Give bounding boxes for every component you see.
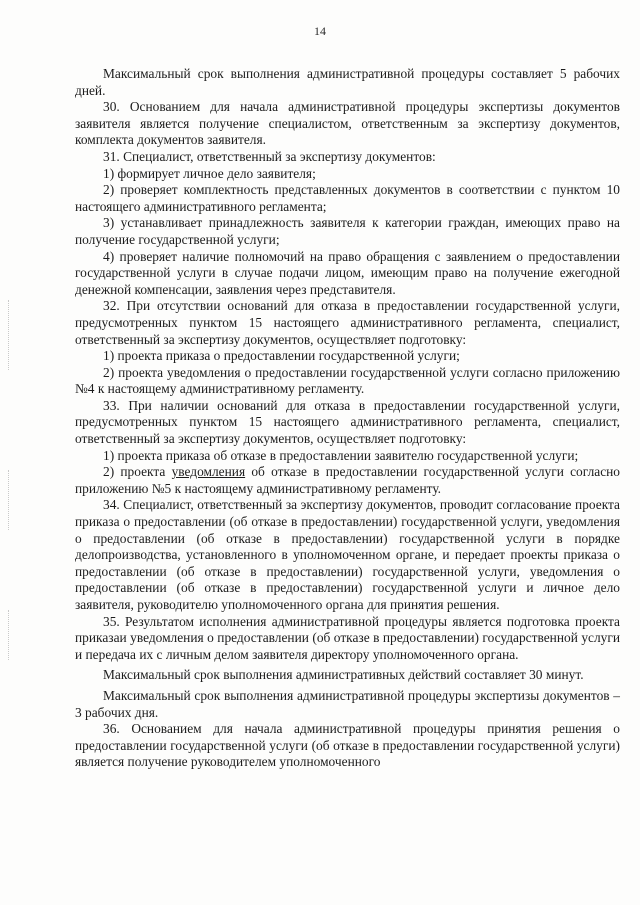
paragraph-33: 33. При наличии оснований для отказа в предоставлении государственной услуги, предусмотренных пунктом 15 настоящего административного регламента, специалист, ответственный за экспертизу документов, осуществляет подготовку:	[75, 397, 620, 447]
scan-margin-mark	[8, 470, 10, 530]
paragraph-33-item-2-end: об отказе в предоставлении государственной услуги согласно приложению №5 к настоящему административному регламенту.	[75, 464, 620, 496]
paragraph-31-item-3: 3) устанавливает принадлежность заявителя к категории граждан, имеющих право на получение государственной услуги;	[75, 215, 620, 247]
underlined-word: уведомления	[171, 464, 246, 480]
scan-margin-mark	[8, 300, 10, 370]
paragraph-31: 31. Специалист, ответственный за экспертизу документов:	[103, 148, 436, 164]
paragraph-32-item-1: 1) проекта приказа о предоставлении государственной услуги;	[103, 348, 460, 364]
paragraph-31-item-1: 1) формирует личное дело заявителя;	[103, 165, 316, 181]
paragraph-34: 34. Специалист, ответственный за экспертизу документов, проводит согласование проекта приказа о предоставлении (об отказе в предоставлении) государственной услуги, уведомления о предоставлении (об отказе в предоставлении) государственной услуги в порядке делопроизводства, установленного в уполномоченном органе, и передает проекты приказа о предоставлении (об отказе в предоставлении) государственной услуги, уведомления о предоставлении (об отказе в предоставлении) государственной услуги и личное дело заявителя, руководителю уполномоченного органа для принятия решения.	[75, 497, 620, 612]
paragraph-30: 30. Основанием для начала административной процедуры экспертизы документов заявителя является получение специалистом, ответственным за экспертизу документов, комплекта документов заявителя.	[75, 99, 620, 148]
paragraph-33-item-2	[75, 464, 620, 497]
page-number: 14	[314, 24, 326, 38]
paragraph-deadline-30-minutes: Максимальный срок выполнения административных действий составляет 30 минут.	[103, 667, 584, 683]
paragraph-31-item-2: 2) проверяет комплектность представленных документов в соответствии с пунктом 10 настоящего административного регламента;	[75, 182, 620, 214]
paragraph-deadline-5-days: Максимальный срок выполнения административной процедуры составляет 5 рабочих дней.	[75, 66, 620, 98]
paragraph-32: 32. При отсутствии оснований для отказа в предоставлении государственной услуги, предусмотренных пунктом 15 настоящего административного регламента, специалист, ответственный за экспертизу документов, осуществляет подготовку:	[75, 298, 620, 347]
paragraph-35: 35. Результатом исполнения административной процедуры является подготовка проекта приказаи уведомления о предоставлении (об отказе в предоставлении) государственной услуги и передача их с личным делом заявителя директору уполномоченного органа.	[75, 613, 620, 662]
paragraph-deadline-3-days: Максимальный срок выполнения административной процедуры экспертизы документов – 3 рабочих дня.	[75, 687, 620, 720]
paragraph-33-item-2-start: 2) проекта	[103, 464, 172, 480]
paragraph-36: 36. Основанием для начала административной процедуры принятия решения о предоставлении государственной услуги (об отказе в предоставлении государственной услуги) является получение руководителем уполномоченного	[75, 721, 620, 770]
paragraph-32-item-2: 2) проекта уведомления о предоставлении государственной услуги согласно приложению №4 к настоящему административному регламенту.	[75, 364, 620, 397]
scan-margin-mark	[8, 610, 10, 660]
document-body	[75, 66, 620, 771]
paragraph-33-item-1: 1) проекта приказа об отказе в предоставлении заявителю государственной услуги;	[103, 447, 579, 463]
paragraph-31-item-4: 4) проверяет наличие полномочий на право обращения с заявлением о предоставлении государственной услуги в случае подачи лицом, имеющим право на получение ежегодной денежной компенсации, заявления через представителя.	[75, 248, 620, 297]
